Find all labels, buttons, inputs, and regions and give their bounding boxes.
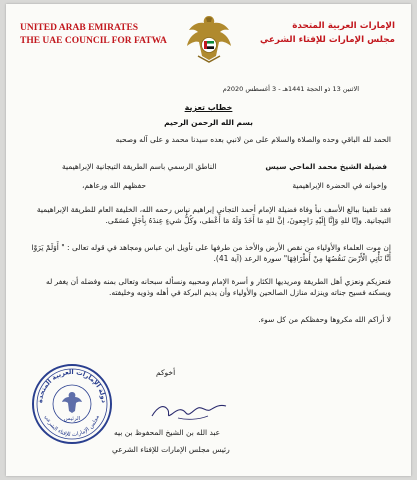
- uae-falcon-emblem-icon: [184, 12, 234, 64]
- addressee-blessing: حفظهم الله ورعاهم،: [82, 181, 147, 190]
- header-en-council: THE UAE COUNCIL FOR FATWA: [20, 36, 167, 46]
- header-en-country: UNITED ARAB EMIRATES: [20, 23, 139, 33]
- greeting-line: الحمد لله الباقي وحده والصلاة والسلام على من لانبي بعده سيدنا محمد و على آله وصحبه: [115, 135, 391, 144]
- header-arabic: [260, 19, 395, 47]
- header-ar-council: مجلس الإمارات للإفتاء الشرعي: [259, 35, 395, 45]
- addressee-name: فضيلة الشيخ محمد الماحي سيس: [265, 162, 387, 171]
- stamp-center-text: الرئيس: [63, 416, 81, 422]
- paragraph-farewell: لا أراكم الله مكروها وحفظكم من كل سوء.: [258, 315, 391, 324]
- addressee-group: وإخوانه في الحضرة الإبراهيمية: [292, 181, 387, 190]
- addressee-role: الناطق الرسمي باسم الطريقة التيجانية الإبراهيمية: [62, 162, 217, 171]
- closing-word: أخوكم: [156, 368, 176, 377]
- letter-page: [6, 4, 411, 476]
- header-ar-country: الإمارات العربية المتحدة: [292, 21, 395, 31]
- paragraph-prayer: فنعزيكم ونعزي أهل الطريقة ومريديها الكثار و أسرة الإمام ومحبيه ونسأله سبحانه وتعالى بمنه وفضله أن يغفر له ويسكنه فسيح جناته وينزله منازل الصالحين والأولياء وأن يديم البركة في أهله وذويه وخليفته.: [45, 277, 391, 297]
- header-english: [20, 22, 167, 48]
- letter-title: خطاب تعزية: [184, 103, 233, 112]
- stamp-bottom-text: مجلس الإمارات للإفتاء الشرعي: [43, 414, 101, 439]
- paragraph-quran: إن موت العلماء والأولياء من نقص الأرض والأخذ من طرفها على تأويل ابن عباس ومجاهد في قوله تعالى : " أَوَلَمْ يَرَوْا أَنَّا نَأْتِي الْأَرْضَ نَنقُصُهَا مِنْ أَطْرَافِهَا" سورة الرعد (آية 41).: [31, 243, 391, 263]
- official-round-seal-icon: [30, 362, 114, 446]
- handwritten-signature-icon: [148, 398, 230, 424]
- basmala: بسم الله الرحمن الرحيم: [164, 118, 253, 127]
- paragraph-condolence: فقد تلقينا ببالغ الأسف نبأ وفاة فضيلة الإمام أحمد التجاني إبراهيم نياس رحمه الله، الخليفة العام للطريقة الإبراهيمية التيجانية. وإنّا للهِ وَإِنَّا إِلَيْهِ رَاجِعونَ، إنَّ للهِ مَا أَخَذَ وَلَهُ مَا أَعْطى، وكُلُّ شيءٍ عِندَهُ بِأجَلٍ مُسَمّى.: [36, 205, 391, 225]
- signatory-name: عبد الله بن الشيخ المحفوظ بن بيه: [114, 428, 221, 437]
- letter-date: الاثنين 13 ذو الحجة 1441هـ - 3 أغسطس 2020م: [222, 85, 359, 93]
- stamp-top-text: دولة الإمارات العربية المتحدة: [35, 367, 109, 404]
- signatory-position: رئيس مجلس الإمارات للإفتاء الشرعي: [112, 445, 230, 454]
